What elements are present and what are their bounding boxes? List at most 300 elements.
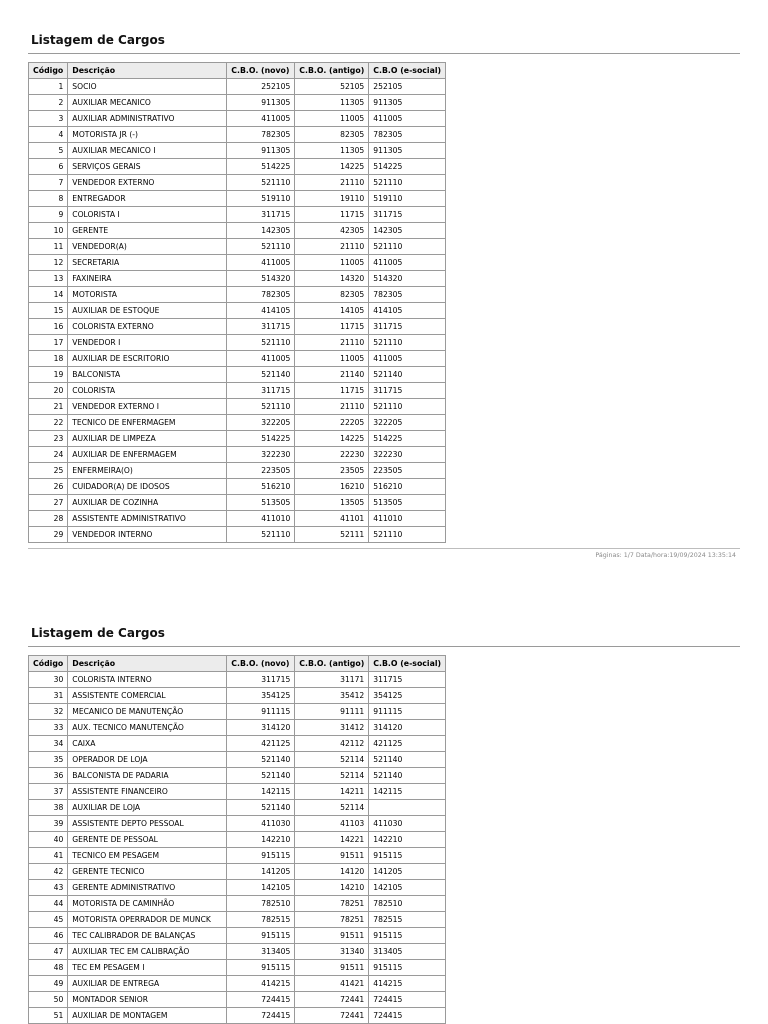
table-row [29,768,446,784]
cell-codigo: 24 [29,447,68,463]
cell-cbo-esocial: 411005 [369,111,446,127]
cell-descricao: SECRETARIA [68,255,227,271]
cell-cbo-novo: 414215 [227,976,295,992]
cell-cbo-novo: 521110 [227,527,295,543]
cell-descricao: COLORISTA I [68,207,227,223]
cell-cbo-antigo: 11715 [295,383,369,399]
cell-cbo-novo: 915115 [227,848,295,864]
cell-cbo-antigo: 14210 [295,880,369,896]
cell-cbo-esocial: 514225 [369,159,446,175]
cell-cbo-antigo: 52105 [295,79,369,95]
cell-descricao: VENDEDOR EXTERNO [68,175,227,191]
cell-cbo-esocial: 142305 [369,223,446,239]
cell-cbo-antigo: 11005 [295,255,369,271]
cell-codigo: 20 [29,383,68,399]
cell-cbo-novo: 411005 [227,255,295,271]
cell-cbo-novo: 514320 [227,271,295,287]
table-row [29,399,446,415]
cell-cbo-antigo: 22230 [295,447,369,463]
cell-cbo-antigo: 11305 [295,143,369,159]
cell-cbo-esocial: 724415 [369,1008,446,1024]
cell-cbo-esocial: 915115 [369,960,446,976]
cell-cbo-esocial: 411005 [369,351,446,367]
cell-cbo-esocial: 414215 [369,976,446,992]
cell-descricao: FAXINEIRA [68,271,227,287]
cell-descricao: AUXILIAR DE ESTOQUE [68,303,227,319]
cell-cbo-antigo: 13505 [295,495,369,511]
table-row [29,976,446,992]
cell-cbo-novo: 311715 [227,383,295,399]
page-footer: Páginas: 1/7 Data/hora:19/09/2024 13:35:14 [595,552,736,559]
cell-codigo: 39 [29,816,68,832]
cell-descricao: AUXILIAR DE COZINHA [68,495,227,511]
cell-cbo-esocial: 915115 [369,928,446,944]
table-row [29,447,446,463]
cell-descricao: ENTREGADOR [68,191,227,207]
table-row [29,143,446,159]
cell-cbo-novo: 411030 [227,816,295,832]
table-row [29,848,446,864]
table-row [29,175,446,191]
cell-codigo: 45 [29,912,68,928]
cell-codigo: 30 [29,672,68,688]
cell-cbo-esocial: 411005 [369,255,446,271]
cell-cbo-esocial: 521110 [369,239,446,255]
cell-descricao: MONTADOR SENIOR [68,992,227,1008]
cell-codigo: 21 [29,399,68,415]
cell-codigo: 43 [29,880,68,896]
table-row [29,431,446,447]
cell-descricao: COLORISTA INTERNO [68,672,227,688]
cell-cbo-novo: 519110 [227,191,295,207]
cell-cbo-antigo: 14221 [295,832,369,848]
cell-descricao: AUXILIAR DE ESCRITORIO [68,351,227,367]
cell-descricao: CUIDADOR(A) DE IDOSOS [68,479,227,495]
cell-cbo-antigo: 14320 [295,271,369,287]
cell-descricao: VENDEDOR INTERNO [68,527,227,543]
table-row [29,912,446,928]
cell-codigo: 44 [29,896,68,912]
table-row [29,672,446,688]
table-row [29,720,446,736]
cell-descricao: TEC EM PESAGEM I [68,960,227,976]
cell-cbo-antigo: 11715 [295,207,369,223]
cell-codigo: 40 [29,832,68,848]
cell-cbo-novo: 911305 [227,143,295,159]
cell-cbo-antigo: 11005 [295,111,369,127]
cell-cbo-antigo: 22205 [295,415,369,431]
cell-descricao: ENFERMEIRA(O) [68,463,227,479]
cargos-table [28,62,446,543]
cell-cbo-esocial: 223505 [369,463,446,479]
title-divider [28,53,740,54]
cell-descricao: ASSISTENTE ADMINISTRATIVO [68,511,227,527]
cell-cbo-esocial: 421125 [369,736,446,752]
cell-codigo: 17 [29,335,68,351]
cell-descricao: AUXILIAR DE MONTAGEM [68,1008,227,1024]
cell-codigo: 13 [29,271,68,287]
cell-cbo-esocial: 141205 [369,864,446,880]
cell-cbo-antigo: 21110 [295,335,369,351]
cell-codigo: 47 [29,944,68,960]
cell-cbo-antigo: 52114 [295,752,369,768]
cell-descricao: TECNICO DE ENFERMAGEM [68,415,227,431]
cell-descricao: GERENTE [68,223,227,239]
table-row [29,191,446,207]
table-row [29,127,446,143]
cell-cbo-esocial: 521140 [369,752,446,768]
cell-cbo-novo: 142210 [227,832,295,848]
cell-cbo-antigo: 16210 [295,479,369,495]
cell-cbo-esocial: 782305 [369,127,446,143]
cell-codigo: 34 [29,736,68,752]
table-row [29,944,446,960]
cell-cbo-novo: 782515 [227,912,295,928]
cell-cbo-novo: 514225 [227,431,295,447]
col-header-cbo-novo: C.B.O. (novo) [227,63,295,79]
table-row [29,287,446,303]
report-title: Listagem de Cargos [31,626,165,640]
cell-descricao: AUXILIAR DE LIMPEZA [68,431,227,447]
table-row [29,111,446,127]
cell-codigo: 27 [29,495,68,511]
cell-descricao: AUXILIAR TEC EM CALIBRAÇÃO [68,944,227,960]
cell-cbo-novo: 322230 [227,447,295,463]
table-header [29,656,446,672]
cell-codigo: 48 [29,960,68,976]
cell-cbo-esocial: 521140 [369,768,446,784]
cell-cbo-esocial: 514320 [369,271,446,287]
cell-cbo-novo: 915115 [227,928,295,944]
cell-codigo: 7 [29,175,68,191]
cell-codigo: 15 [29,303,68,319]
cell-descricao: VENDEDOR I [68,335,227,351]
cell-codigo: 50 [29,992,68,1008]
cell-cbo-antigo: 82305 [295,127,369,143]
table-body [29,672,446,1024]
cell-codigo: 14 [29,287,68,303]
cell-cbo-novo: 911305 [227,95,295,111]
table-row [29,832,446,848]
cell-cbo-antigo: 42112 [295,736,369,752]
table-row [29,736,446,752]
cell-cbo-antigo: 21140 [295,367,369,383]
cell-codigo: 4 [29,127,68,143]
cell-codigo: 19 [29,367,68,383]
cell-descricao: SERVIÇOS GERAIS [68,159,227,175]
cell-cbo-esocial: 314120 [369,720,446,736]
cell-codigo: 22 [29,415,68,431]
cell-cbo-novo: 782305 [227,287,295,303]
cell-cbo-novo: 313405 [227,944,295,960]
cell-codigo: 42 [29,864,68,880]
table-row [29,816,446,832]
cell-codigo: 9 [29,207,68,223]
cell-cbo-novo: 142105 [227,880,295,896]
cell-codigo: 41 [29,848,68,864]
cell-descricao: BALCONISTA [68,367,227,383]
cell-cbo-novo: 911115 [227,704,295,720]
cell-codigo: 32 [29,704,68,720]
cell-descricao: MOTORISTA [68,287,227,303]
table-header [29,63,446,79]
cell-codigo: 2 [29,95,68,111]
table-row [29,479,446,495]
cell-cbo-novo: 521140 [227,768,295,784]
table-body [29,79,446,543]
cell-cbo-esocial: 311715 [369,672,446,688]
col-header-cbo-esocial: C.B.O (e-social) [369,656,446,672]
cell-cbo-novo: 513505 [227,495,295,511]
cell-codigo: 36 [29,768,68,784]
table-row [29,415,446,431]
col-header-descricao: Descrição [68,656,227,672]
cell-cbo-antigo: 91511 [295,848,369,864]
table-row [29,335,446,351]
title-divider [28,646,740,647]
cell-descricao: GERENTE TECNICO [68,864,227,880]
cell-descricao: MOTORISTA DE CAMINHÃO [68,896,227,912]
table-row [29,864,446,880]
cell-descricao: VENDEDOR(A) [68,239,227,255]
col-header-cbo-antigo: C.B.O. (antigo) [295,63,369,79]
cell-codigo: 51 [29,1008,68,1024]
cell-codigo: 3 [29,111,68,127]
table-row [29,95,446,111]
cell-cbo-esocial: 142210 [369,832,446,848]
cell-descricao: AUXILIAR DE ENTREGA [68,976,227,992]
cell-descricao: ASSISTENTE COMERCIAL [68,688,227,704]
cell-cbo-antigo: 11005 [295,351,369,367]
cell-cbo-antigo: 91111 [295,704,369,720]
table-row [29,880,446,896]
cell-cbo-esocial: 724415 [369,992,446,1008]
cell-cbo-esocial: 411010 [369,511,446,527]
cell-cbo-esocial: 252105 [369,79,446,95]
cell-codigo: 16 [29,319,68,335]
cell-cbo-novo: 516210 [227,479,295,495]
cell-cbo-novo: 411010 [227,511,295,527]
cell-cbo-esocial [369,800,446,816]
cell-cbo-esocial: 513505 [369,495,446,511]
cell-cbo-antigo: 31171 [295,672,369,688]
cell-codigo: 33 [29,720,68,736]
cell-cbo-novo: 521110 [227,399,295,415]
cell-codigo: 8 [29,191,68,207]
cell-cbo-novo: 322205 [227,415,295,431]
cell-cbo-antigo: 78251 [295,912,369,928]
cell-cbo-novo: 514225 [227,159,295,175]
cell-cbo-esocial: 782510 [369,896,446,912]
cell-cbo-novo: 354125 [227,688,295,704]
cell-codigo: 49 [29,976,68,992]
cell-cbo-novo: 311715 [227,207,295,223]
cell-cbo-novo: 142115 [227,784,295,800]
cell-cbo-antigo: 42305 [295,223,369,239]
table-row [29,303,446,319]
cell-descricao: MOTORISTA JR (-) [68,127,227,143]
cell-cbo-novo: 915115 [227,960,295,976]
cell-cbo-novo: 724415 [227,992,295,1008]
cell-codigo: 11 [29,239,68,255]
cell-cbo-esocial: 521110 [369,527,446,543]
cell-descricao: VENDEDOR EXTERNO I [68,399,227,415]
cell-codigo: 6 [29,159,68,175]
cell-cbo-antigo: 14120 [295,864,369,880]
cell-cbo-novo: 521140 [227,800,295,816]
cell-descricao: GERENTE ADMINISTRATIVO [68,880,227,896]
table-row [29,928,446,944]
cell-descricao: AUXILIAR DE LOJA [68,800,227,816]
cell-cbo-esocial: 521140 [369,367,446,383]
table-row [29,271,446,287]
cell-cbo-novo: 252105 [227,79,295,95]
cell-cbo-esocial: 142105 [369,880,446,896]
cell-descricao: AUX. TECNICO MANUTENÇÃO [68,720,227,736]
table-row [29,1008,446,1024]
cell-cbo-antigo: 41103 [295,816,369,832]
table-row [29,800,446,816]
cell-cbo-esocial: 782515 [369,912,446,928]
table-row [29,896,446,912]
table-row [29,992,446,1008]
col-header-descricao: Descrição [68,63,227,79]
cell-descricao: MECANICO DE MANUTENÇÃO [68,704,227,720]
cell-cbo-novo: 414105 [227,303,295,319]
cell-codigo: 46 [29,928,68,944]
table-row [29,960,446,976]
table-row [29,319,446,335]
cell-codigo: 26 [29,479,68,495]
cell-cbo-esocial: 782305 [369,287,446,303]
cell-descricao: ASSISTENTE FINANCEIRO [68,784,227,800]
cell-codigo: 28 [29,511,68,527]
cell-descricao: TECNICO EM PESAGEM [68,848,227,864]
cell-codigo: 5 [29,143,68,159]
cell-cbo-antigo: 52114 [295,800,369,816]
cell-cbo-esocial: 411030 [369,816,446,832]
table-row [29,383,446,399]
col-header-cbo-antigo: C.B.O. (antigo) [295,656,369,672]
col-header-cbo-novo: C.B.O. (novo) [227,656,295,672]
cell-codigo: 38 [29,800,68,816]
cell-cbo-antigo: 21110 [295,399,369,415]
cell-cbo-esocial: 313405 [369,944,446,960]
cell-cbo-antigo: 52111 [295,527,369,543]
cell-cbo-novo: 311715 [227,319,295,335]
cell-descricao: AUXILIAR DE ENFERMAGEM [68,447,227,463]
cell-cbo-antigo: 11305 [295,95,369,111]
table-row [29,367,446,383]
table-row [29,239,446,255]
cell-cbo-antigo: 14225 [295,431,369,447]
cell-cbo-antigo: 41101 [295,511,369,527]
cell-cbo-antigo: 14105 [295,303,369,319]
cell-cbo-esocial: 311715 [369,383,446,399]
cell-cbo-esocial: 142115 [369,784,446,800]
table-row [29,79,446,95]
cell-descricao: CAIXA [68,736,227,752]
cell-cbo-esocial: 519110 [369,191,446,207]
cell-cbo-novo: 782305 [227,127,295,143]
cell-cbo-antigo: 11715 [295,319,369,335]
cell-cbo-esocial: 354125 [369,688,446,704]
cell-cbo-esocial: 516210 [369,479,446,495]
cell-cbo-esocial: 521110 [369,175,446,191]
cell-cbo-esocial: 521110 [369,399,446,415]
cell-cbo-antigo: 35412 [295,688,369,704]
cell-codigo: 35 [29,752,68,768]
table-row [29,784,446,800]
cell-descricao: SOCIO [68,79,227,95]
cell-cbo-novo: 141205 [227,864,295,880]
cell-cbo-esocial: 521110 [369,335,446,351]
cell-descricao: MOTORISTA OPERRADOR DE MUNCK [68,912,227,928]
cell-codigo: 18 [29,351,68,367]
table-row [29,351,446,367]
cell-cbo-antigo: 41421 [295,976,369,992]
cell-cbo-novo: 314120 [227,720,295,736]
cell-codigo: 1 [29,79,68,95]
cell-cbo-esocial: 911115 [369,704,446,720]
table-row [29,495,446,511]
cell-codigo: 12 [29,255,68,271]
cell-cbo-antigo: 14225 [295,159,369,175]
cell-cbo-novo: 421125 [227,736,295,752]
table-row [29,704,446,720]
cell-cbo-esocial: 514225 [369,431,446,447]
cell-codigo: 10 [29,223,68,239]
cell-cbo-esocial: 414105 [369,303,446,319]
cell-cbo-novo: 311715 [227,672,295,688]
cell-cbo-novo: 223505 [227,463,295,479]
cell-cbo-esocial: 322230 [369,447,446,463]
report-title: Listagem de Cargos [31,33,165,47]
table-row [29,159,446,175]
cell-codigo: 25 [29,463,68,479]
cell-descricao: AUXILIAR ADMINISTRATIVO [68,111,227,127]
cell-cbo-antigo: 91511 [295,928,369,944]
table-row [29,255,446,271]
cell-cbo-antigo: 78251 [295,896,369,912]
cell-cbo-novo: 521110 [227,175,295,191]
col-header-cbo-esocial: C.B.O (e-social) [369,63,446,79]
cell-descricao: GERENTE DE PESSOAL [68,832,227,848]
table-row [29,511,446,527]
cell-cbo-novo: 411005 [227,111,295,127]
cell-descricao: AUXILIAR MECANICO I [68,143,227,159]
cell-cbo-antigo: 31412 [295,720,369,736]
col-header-codigo: Código [29,656,68,672]
table-row [29,207,446,223]
cell-descricao: TEC CALIBRADOR DE BALANÇAS [68,928,227,944]
cell-descricao: COLORISTA EXTERNO [68,319,227,335]
cargos-table [28,655,446,1024]
cell-cbo-antigo: 19110 [295,191,369,207]
cell-cbo-antigo: 52114 [295,768,369,784]
table-row [29,463,446,479]
cell-cbo-novo: 521140 [227,367,295,383]
cell-cbo-antigo: 82305 [295,287,369,303]
cell-cbo-novo: 782510 [227,896,295,912]
cell-cbo-antigo: 72441 [295,1008,369,1024]
cell-cbo-antigo: 21110 [295,239,369,255]
cell-cbo-novo: 411005 [227,351,295,367]
cell-descricao: ASSISTENTE DEPTO PESSOAL [68,816,227,832]
cell-cbo-antigo: 72441 [295,992,369,1008]
cell-cbo-novo: 142305 [227,223,295,239]
col-header-codigo: Código [29,63,68,79]
